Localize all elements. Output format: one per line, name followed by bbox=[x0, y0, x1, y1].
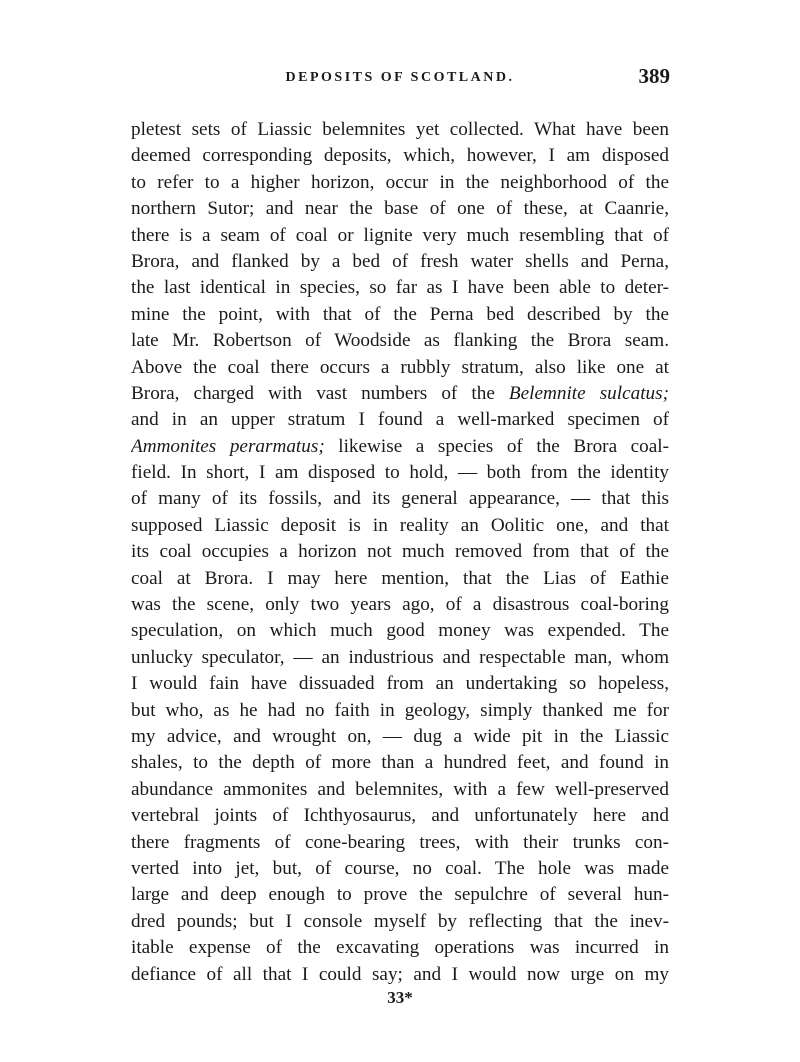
text-segment: unlucky speculator, — an industrious and respectable man, whom bbox=[131, 646, 669, 668]
text-line bbox=[131, 539, 669, 565]
text-segment: Brora, charged with vast numbers of the bbox=[131, 382, 509, 404]
text-segment: but who, as he had no faith in geology, simply thanked me for bbox=[131, 699, 669, 721]
text-segment: late Mr. Robertson of Woodside as flanking the Brora seam. bbox=[131, 330, 669, 352]
text-line bbox=[131, 196, 669, 222]
text-line bbox=[131, 645, 669, 671]
text-line bbox=[131, 143, 669, 169]
running-head bbox=[130, 64, 670, 94]
text-segment: Above the coal there occurs a rubbly stratum, also like one at bbox=[131, 356, 669, 378]
text-segment: and in an upper stratum I found a well-marked specimen of bbox=[131, 409, 669, 431]
text-segment: large and deep enough to prove the sepulchre of several hun- bbox=[131, 884, 669, 906]
text-segment: to refer to a higher horizon, occur in the neighborhood of the bbox=[131, 171, 669, 193]
text-segment: northern Sutor; and near the base of one of these, at Caanrie, bbox=[131, 198, 669, 220]
text-line bbox=[131, 856, 669, 882]
text-line bbox=[131, 486, 669, 512]
text-segment: abundance ammonites and belemnites, with a few well-preserved bbox=[131, 778, 669, 800]
text-line bbox=[131, 750, 669, 776]
text-segment: mine the point, with that of the Perna bed described by the bbox=[131, 303, 669, 325]
text-line bbox=[131, 671, 669, 697]
text-segment: likewise a species of the Brora coal- bbox=[324, 435, 669, 457]
text-line bbox=[131, 724, 669, 750]
text-line bbox=[131, 117, 669, 143]
text-line bbox=[131, 566, 669, 592]
text-line bbox=[131, 909, 669, 935]
text-line bbox=[131, 698, 669, 724]
text-segment: there is a seam of coal or lignite very much resembling that of bbox=[131, 224, 669, 246]
text-line bbox=[131, 460, 669, 486]
text-line bbox=[131, 882, 669, 908]
text-segment: was the scene, only two years ago, of a disastrous coal-boring bbox=[131, 594, 669, 616]
text-line bbox=[131, 302, 669, 328]
text-line bbox=[131, 830, 669, 856]
text-line bbox=[131, 407, 669, 433]
text-segment: the last identical in species, so far as I have been able to deter- bbox=[131, 277, 669, 299]
text-line bbox=[131, 434, 669, 460]
text-line bbox=[131, 355, 669, 381]
text-line bbox=[131, 962, 669, 988]
text-line bbox=[131, 803, 669, 829]
text-segment: pletest sets of Liassic belemnites yet collected. What have been bbox=[131, 119, 669, 140]
text-segment: Brora, and flanked by a bed of fresh water shells and Perna, bbox=[131, 250, 669, 272]
text-segment: its coal occupies a horizon not much removed from that of the bbox=[131, 541, 669, 563]
text-segment: shales, to the depth of more than a hundred feet, and found in bbox=[131, 752, 669, 774]
text-line bbox=[131, 935, 669, 961]
page-number: 389 bbox=[638, 64, 670, 88]
text-segment: I would fain have dissuaded from an undertaking so hopeless, bbox=[131, 673, 669, 695]
running-title: DEPOSITS OF SCOTLAND. bbox=[285, 70, 515, 85]
signature-mark: 33* bbox=[387, 988, 413, 1007]
text-segment: my advice, and wrought on, — dug a wide pit in the Liassic bbox=[131, 725, 669, 747]
text-segment: coal at Brora. I may here mention, that the Lias of Eathie bbox=[131, 567, 669, 589]
text-line bbox=[131, 328, 669, 354]
text-segment: verted into jet, but, of course, no coal. The hole was made bbox=[131, 857, 669, 879]
text-segment: field. In short, I am disposed to hold, — both from the identity bbox=[131, 462, 669, 484]
text-segment: there fragments of cone-bearing trees, with their trunks con- bbox=[131, 831, 669, 853]
text-line bbox=[131, 592, 669, 618]
text-segment: deemed corresponding deposits, which, however, I am disposed bbox=[131, 145, 669, 167]
body-text bbox=[131, 117, 669, 988]
text-line bbox=[131, 618, 669, 644]
text-segment: itable expense of the excavating operations was incurred in bbox=[131, 937, 669, 959]
italic-text: Ammonites perarmatus; bbox=[131, 435, 325, 457]
text-line bbox=[131, 223, 669, 249]
text-segment: supposed Liassic deposit is in reality an Oolitic one, and that bbox=[131, 514, 669, 536]
text-segment: of many of its fossils, and its general appearance, — that this bbox=[131, 488, 669, 510]
text-line bbox=[131, 381, 669, 407]
text-segment: vertebral joints of Ichthyosaurus, and unfortunately here and bbox=[131, 805, 669, 827]
italic-text: Belemnite sulcatus; bbox=[508, 382, 669, 404]
text-segment: dred pounds; but I console myself by reflecting that the inev- bbox=[131, 910, 669, 932]
text-segment: defiance of all that I could say; and I would now urge on my bbox=[131, 963, 669, 985]
text-line bbox=[131, 513, 669, 539]
text-line bbox=[131, 275, 669, 301]
text-line bbox=[131, 170, 669, 196]
text-line bbox=[131, 777, 669, 803]
text-line bbox=[131, 249, 669, 275]
text-segment: speculation, on which much good money was expended. The bbox=[131, 620, 669, 642]
